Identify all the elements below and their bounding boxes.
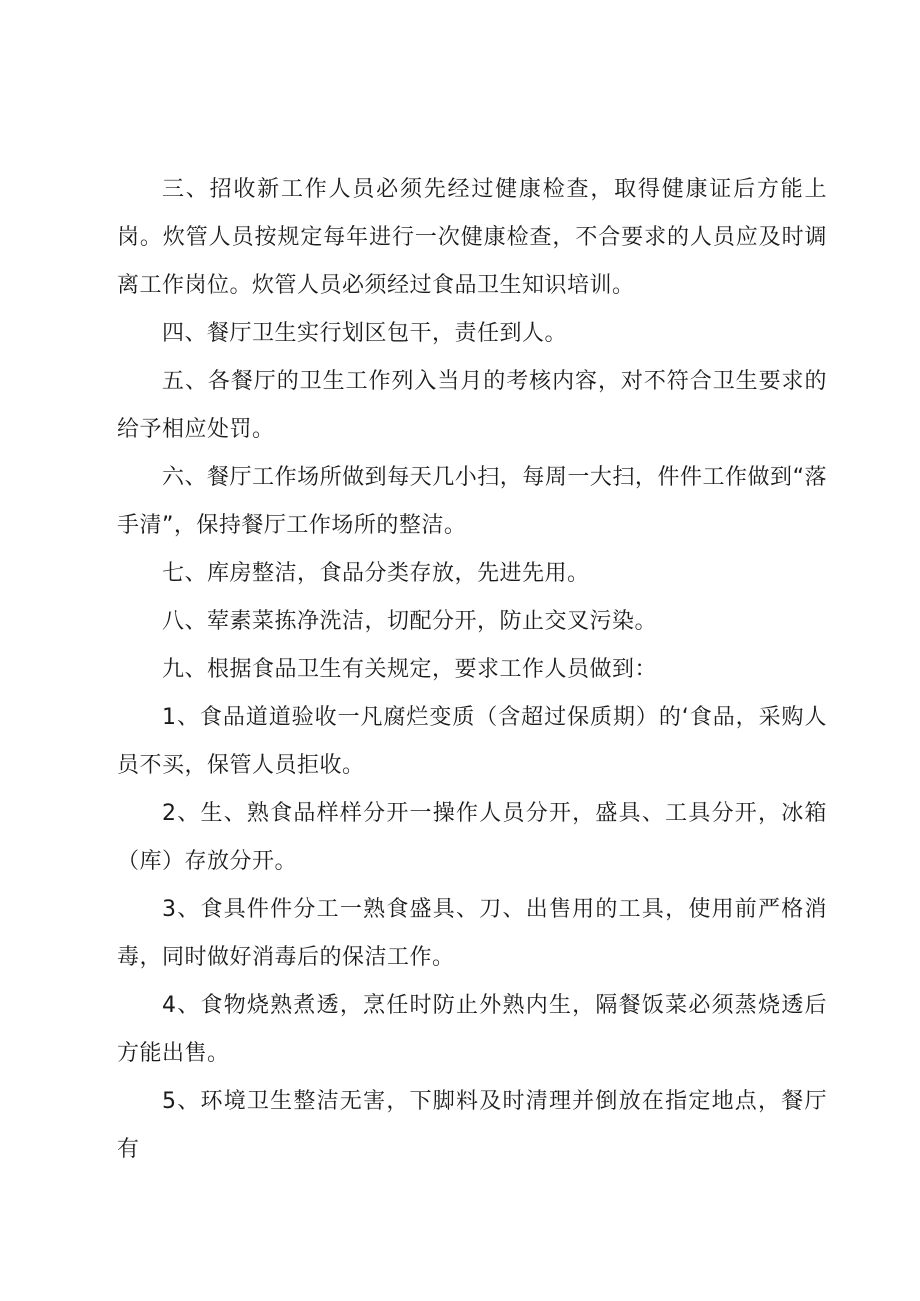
paragraph-requirements-intro: 九、根据食品卫生有关规定，要求工作人员做到： [162, 657, 658, 682]
paragraph-cleaning-schedule: 六、餐厅工作场所做到每天几小扫，每周一大扫，件件工作做到“落手清”，保持餐厅工作场所的整洁。 [117, 465, 827, 538]
document-body [117, 166, 827, 1174]
paragraph-storage: 七、库房整洁，食品分类存放，先进先用。 [162, 561, 590, 586]
paragraph-zone-responsibility: 四、餐厅卫生实行划区包干，责任到人。 [162, 321, 568, 346]
paragraph-assessment: 五、各餐厅的卫生工作列入当月的考核内容，对不符合卫生要求的给予相应处罚。 [117, 369, 827, 442]
paragraph-cross-contamination: 八、荤素菜拣净洗洁，切配分开，防止交叉污染。 [162, 609, 658, 634]
paragraph-item-4: 4、食物烧熟煮透，烹任时防止外熟内生，隔餐饭菜必须蒸烧透后方能出售。 [117, 993, 827, 1066]
paragraph-item-2: 2、生、熟食品样样分开一操作人员分开，盛具、工具分开，冰箱（库）存放分开。 [117, 801, 827, 874]
paragraph-item-1: 1、食品道道验收一凡腐烂变质（含超过保质期）的‘食品，采购人员不买，保管人员拒收。 [117, 705, 827, 778]
paragraph-health-check: 三、招收新工作人员必须先经过健康检查，取得健康证后方能上岗。炊管人员按规定每年进行一次健康检查，不合要求的人员应及时调离工作岗位。炊管人员必须经过食品卫生知识培训。 [117, 177, 827, 298]
paragraph-item-3: 3、食具件件分工一熟食盛具、刀、出售用的工具，使用前严格消毒，同时做好消毒后的保洁工作。 [117, 897, 827, 970]
paragraph-item-5: 5、环境卫生整洁无害，下脚料及时清理并倒放在指定地点，餐厅有 [117, 1089, 827, 1162]
